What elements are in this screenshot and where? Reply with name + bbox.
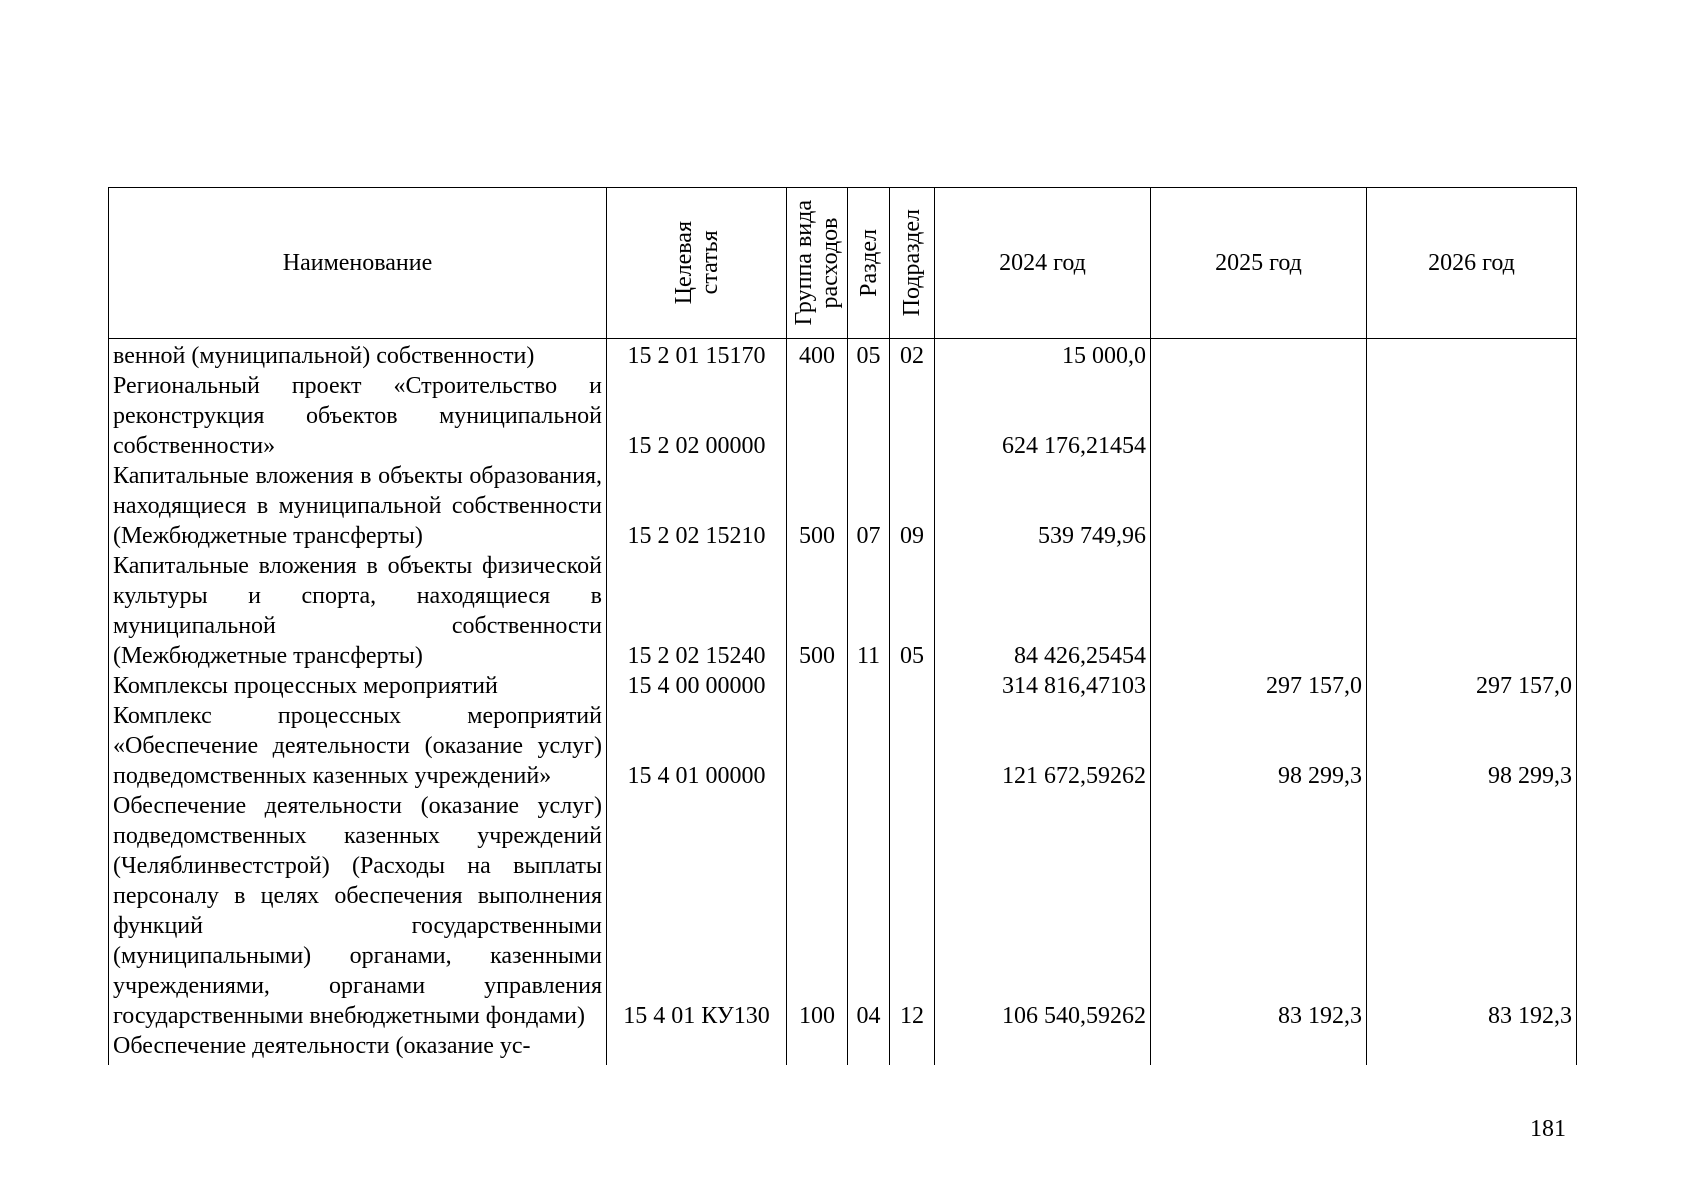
row-name: Обеспечение деятельности (оказание ус-	[109, 1031, 607, 1065]
row-2026: 297 157,0	[1367, 671, 1577, 701]
row-target-article: 15 4 01 КУ130	[607, 791, 787, 1031]
table-row	[109, 461, 1577, 551]
header-expense-group: Группа вида расходов	[787, 188, 848, 339]
row-name: Комплекс процессных мероприятий «Обеспечение деятельности (оказание услуг) подведомственных казенных учреждений»	[109, 701, 607, 791]
row-name: Региональный проект «Строительство и реконструкция объектов муниципальной собственности»	[109, 371, 607, 461]
row-2024: 624 176,21454	[935, 371, 1151, 461]
row-name: Комплексы процессных мероприятий	[109, 671, 607, 701]
row-subsection	[890, 371, 935, 461]
header-2026: 2026 год	[1367, 188, 1577, 339]
row-subsection: 05	[890, 551, 935, 671]
row-2025	[1151, 551, 1367, 671]
row-name: венной (муниципальной) собственности)	[109, 339, 607, 372]
row-section	[848, 671, 890, 701]
row-target-article: 15 2 02 00000	[607, 371, 787, 461]
row-2024: 314 816,47103	[935, 671, 1151, 701]
row-expense-group	[787, 671, 848, 701]
row-section: 11	[848, 551, 890, 671]
row-2024: 15 000,0	[935, 339, 1151, 372]
row-expense-group	[787, 1031, 848, 1065]
row-target-article: 15 4 00 00000	[607, 671, 787, 701]
row-expense-group	[787, 371, 848, 461]
table-row	[109, 371, 1577, 461]
row-2024: 121 672,59262	[935, 701, 1151, 791]
row-section: 04	[848, 791, 890, 1031]
row-2025	[1151, 371, 1367, 461]
row-expense-group	[787, 701, 848, 791]
page-number: 181	[1530, 1116, 1566, 1142]
row-subsection: 09	[890, 461, 935, 551]
table-header-row	[109, 188, 1577, 339]
row-2026	[1367, 461, 1577, 551]
table-row	[109, 671, 1577, 701]
row-2026	[1367, 551, 1577, 671]
row-target-article: 15 2 02 15210	[607, 461, 787, 551]
row-2024: 84 426,25454	[935, 551, 1151, 671]
header-target-article: Целевая статья	[607, 188, 787, 339]
row-section	[848, 701, 890, 791]
row-name: Капитальные вложения в объекты физической культуры и спорта, находящиеся в муниципальной собственности (Межбюджетные трансферты)	[109, 551, 607, 671]
row-2025: 98 299,3	[1151, 701, 1367, 791]
row-target-article: 15 4 01 00000	[607, 701, 787, 791]
row-2026	[1367, 1031, 1577, 1065]
header-name: Наименование	[109, 188, 607, 339]
row-subsection: 02	[890, 339, 935, 372]
row-expense-group: 100	[787, 791, 848, 1031]
row-subsection	[890, 1031, 935, 1065]
table-row	[109, 339, 1577, 372]
row-2025	[1151, 1031, 1367, 1065]
row-subsection: 12	[890, 791, 935, 1031]
row-2026: 98 299,3	[1367, 701, 1577, 791]
table-row	[109, 791, 1577, 1031]
row-2026	[1367, 339, 1577, 372]
row-2025	[1151, 461, 1367, 551]
row-section: 07	[848, 461, 890, 551]
header-subsection: Подраздел	[890, 188, 935, 339]
row-subsection	[890, 671, 935, 701]
row-2024: 539 749,96	[935, 461, 1151, 551]
row-subsection	[890, 701, 935, 791]
row-2025: 83 192,3	[1151, 791, 1367, 1031]
row-2024: 106 540,59262	[935, 791, 1151, 1031]
row-expense-group: 500	[787, 551, 848, 671]
row-section: 05	[848, 339, 890, 372]
row-target-article	[607, 1031, 787, 1065]
header-2024: 2024 год	[935, 188, 1151, 339]
row-section	[848, 371, 890, 461]
table-row	[109, 551, 1577, 671]
header-2025: 2025 год	[1151, 188, 1367, 339]
row-2025	[1151, 339, 1367, 372]
table-row	[109, 701, 1577, 791]
row-expense-group: 400	[787, 339, 848, 372]
row-expense-group: 500	[787, 461, 848, 551]
row-name: Капитальные вложения в объекты образования, находящиеся в муниципальной собственности (Межбюджетные трансферты)	[109, 461, 607, 551]
row-name: Обеспечение деятельности (оказание услуг) подведомственных казенных учреждений (Челяблинвестстрой) (Расходы на выплаты персоналу в целях обеспечения выполнения функций государственными (муниципальными) органами, казенными учреждениями, органами управления государственными внебюджетными фондами)	[109, 791, 607, 1031]
row-2026	[1367, 371, 1577, 461]
row-target-article: 15 2 01 15170	[607, 339, 787, 372]
budget-table	[108, 187, 1577, 1065]
header-section: Раздел	[848, 188, 890, 339]
row-target-article: 15 2 02 15240	[607, 551, 787, 671]
row-2024	[935, 1031, 1151, 1065]
row-2026: 83 192,3	[1367, 791, 1577, 1031]
row-2025: 297 157,0	[1151, 671, 1367, 701]
table-row	[109, 1031, 1577, 1065]
row-section	[848, 1031, 890, 1065]
